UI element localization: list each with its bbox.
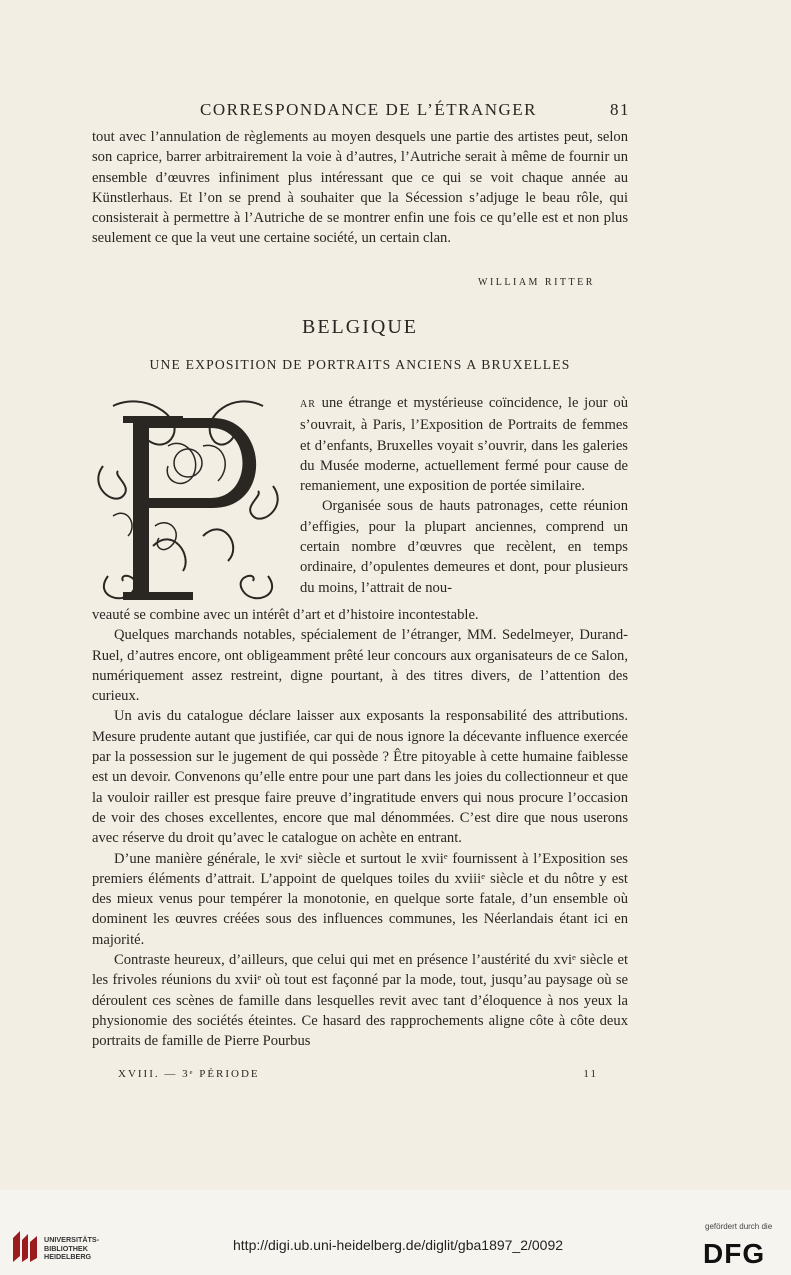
intro-paragraph: [300, 393, 628, 598]
funder-label: gefördert durch die: [705, 1222, 773, 1231]
library-name-line: UNIVERSITÄTS-: [44, 1235, 100, 1244]
library-name-line: BIBLIOTHEK: [44, 1243, 88, 1253]
author-signature: WILLIAM RITTER: [478, 277, 595, 288]
university-library-logo-icon: [10, 1228, 40, 1264]
library-name-line: HEIDELBERG: [44, 1252, 92, 1262]
continued-line: veauté se combine avec un intérêt d’art et d’histoire incontestable.: [92, 607, 479, 623]
intro-text-1: une étrange et mystérieuse coïncidence, le jour où s’ouvrait, à Paris, l’Exposition de Portraits de femmes et d’enfants, Bruxelles voyait s’ouvrir, dans les galeries du Musée moderne, actuellement fermé pour cause de remaniement, une exposition de portée similaire.: [300, 395, 628, 495]
volume-period: XVIII. — 3ᵉ PÉRIODE: [118, 1068, 260, 1080]
signature-mark: 11: [583, 1068, 598, 1080]
ornamental-initial-p-icon: [93, 396, 283, 608]
running-title: CORRESPONDANCE DE L’ÉTRANGER: [200, 100, 538, 119]
dfg-logo: DFG: [703, 1238, 766, 1269]
page-footer: [118, 1068, 598, 1080]
section-title: BELGIQUE: [302, 316, 418, 338]
viewer-footer-bar: [0, 1190, 791, 1275]
library-name: [44, 1236, 99, 1262]
paragraph: D’une manière générale, le xviᵉ siècle et surtout le xviiᵉ fournissent à l’Exposition ses premiers éléments d’attrait. L’appoint de quelques toiles du xviiiᵉ siècle et du nôtre y est des mieux venus pour tempérer la monotonie, en quelque sorte fatale, d’un ensemble où dominent les œuvres créées sous des influences communes, les Néerlandais étant ici en majorité.: [92, 850, 628, 948]
opening-paragraph: tout avec l’annulation de règlements au moyen desquels une partie des artistes peut, selon son caprice, barrer arbitrairement la voie à d’autres, l’Autriche serait à même de fournir un ensemble d’œuvres infiniment plus intéressant que ce qui se voit chaque année au Künstlerhaus. Et l’on se prend à souhaiter que la Sécession s’adjuge le beau rôle, qui consisterait à permettre à l’Autriche de se montrer enfin une fois ce qu’elle est et non plus seulement ce que la veut une certaine société, un certain clan.: [92, 129, 628, 247]
initial-continuation: AR: [300, 399, 316, 410]
permalink-url[interactable]: http://digi.ub.uni-heidelberg.de/diglit/gba1897_2/0092: [233, 1237, 564, 1253]
page-number: 81: [610, 100, 630, 119]
paragraph: Quelques marchands notables, spécialement de l’étranger, MM. Sedelmeyer, Durand-Ruel, d’autres encore, ont obligeamment prêté leur concours aux organisateurs de ce Salon, numériquement assez restreint, digne pourtant, à des titres divers, de l’attention des curieux.: [92, 627, 628, 705]
paragraph: Contraste heureux, d’ailleurs, que celui qui met en présence l’austérité du xviᵉ siècle et les frivoles réunions du xviiᵉ où tout est façonné par la mode, tout, jusqu’au paysage où se déroulent ces scènes de famille dans lesquelles revit avec tant d’éloquence à nos yeux la physionomie des sociétés éteintes. Ce hasard des rapprochements aligne côte à côte deux portraits de famille de Pierre Pourbus: [92, 952, 628, 1050]
section-subtitle: UNE EXPOSITION DE PORTRAITS ANCIENS A BRUXELLES: [149, 357, 571, 372]
intro-text-2: Organisée sous de hauts patronages, cette réunion d’effigies, pour la plupart anciennes, comprend un certain nombre d’œuvres que recèlent, en temps ordinaire, d’opulentes demeures et dont, pour plusieurs du moins, l’attrait de nou-: [300, 498, 628, 596]
intro-first-part: [300, 393, 628, 496]
running-head: [90, 100, 630, 122]
paragraph: Un avis du catalogue déclare laisser aux exposants la responsabilité des attributions. Mesure prudente autant que justifiée, car qui de nous ignore la décevante influence exercée par la possession sur le jugement de qui possède ? Être pitoyable à cette humaine faiblesse est un devoir. Convenons qu’elle entre pour une part dans les joies du collectionneur et que la vouloir railler est presque faire preuve d’ingratitude envers qui nous procure l’occasion de voir des choses excellentes, encore que mal dénommées. C’est dire que nous userons avec réserve du droit qu’avec le catalogue on achète en entrant.: [92, 708, 628, 847]
article-body: [92, 605, 628, 1052]
